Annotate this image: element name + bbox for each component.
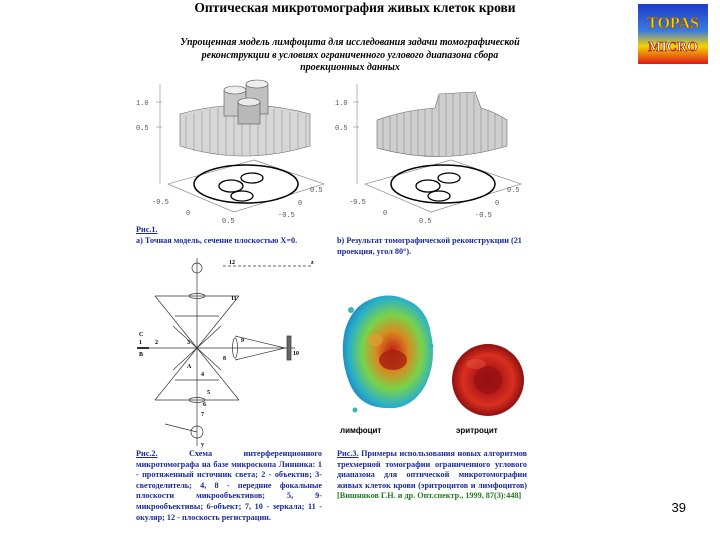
scheme-label: y — [201, 442, 204, 448]
y-tick-label: 0.5 — [310, 187, 323, 195]
topas-micro-logo-icon — [638, 4, 708, 64]
lymphocyte-image — [335, 290, 440, 418]
scheme-label: C — [139, 332, 144, 338]
logo-top-text: TOPAS — [647, 15, 699, 32]
figure2-optical-scheme — [135, 256, 325, 448]
figure1-caption-b: b) Результат томографической реконструкции (21 проекция, угол 80°). — [337, 236, 522, 256]
x-tick-label: 0 — [383, 210, 388, 218]
figure1-caption-label: Рис.1. — [136, 225, 158, 234]
scheme-label: 7 — [201, 412, 204, 418]
subtitle: Упрощенная модель лимфоцита для исследования задачи томографической реконструкции в условиях ограниченного углового диапазона сбора проекционных данных — [180, 37, 520, 73]
figure2-caption-label: Рис.2. — [136, 449, 158, 458]
figure3-caption — [337, 449, 527, 502]
scheme-label: B — [139, 352, 144, 358]
y-tick-label: -0.5 — [278, 212, 295, 220]
z-tick-label: 0.5 — [136, 125, 149, 133]
figure1-caption-a-text: a) Точная модель, сечение плоскостью X=0. — [136, 235, 298, 245]
scheme-label: 4 — [201, 372, 204, 378]
lymphocyte-label: лимфоцит — [340, 426, 382, 435]
page-number: 39 — [671, 500, 686, 515]
z-tick-label: 1.0 — [335, 100, 348, 108]
figure1-plot-a — [134, 74, 334, 224]
scheme-label: 9 — [241, 338, 244, 344]
x-tick-label: -0.5 — [349, 199, 366, 207]
x-tick-label: 0.5 — [222, 218, 235, 224]
figure3-caption-label: Рис.3. — [337, 449, 359, 458]
scheme-label: 6 — [203, 402, 206, 408]
y-tick-label: 0.5 — [507, 187, 520, 195]
logo-bottom-text: MICRO — [648, 40, 698, 55]
scheme-label: 1 — [139, 340, 142, 346]
y-tick-label: 0 — [495, 200, 500, 208]
scheme-label: 5 — [207, 390, 210, 396]
figure2-caption-text: Схема интерференционного микротомографа на базе микроскопа Линника: 1 - протяженный источник света; 2 - объектив; 3-светоделитель; 4, 8 - передние фокальные плоскости микрообъективов; 5, 9-микрообъективы; 6-объект; 7, 10 - зеркала; 11 - окуляр; 12 - плоскость регистрации. — [136, 449, 322, 522]
x-tick-label: -0.5 — [152, 199, 169, 207]
scheme-label: 11 — [231, 296, 237, 302]
y-tick-label: -0.5 — [475, 212, 492, 220]
scheme-label: 3 — [187, 340, 190, 346]
figure3-reference: [Вишняков Г.Н. и др. Опт.спектр., 1999, 87(3):448] — [337, 491, 522, 501]
figure2-caption — [136, 449, 322, 523]
scheme-label: 10 — [293, 351, 299, 357]
page-title: Оптическая микротомография живых клеток крови — [194, 0, 516, 15]
scheme-label: 12 — [229, 260, 235, 266]
y-tick-label: 0 — [298, 200, 303, 208]
x-tick-label: 0.5 — [419, 218, 432, 224]
scheme-label: z — [311, 260, 314, 266]
figure3-caption-text: Примеры использования новых алгоритмов трехмерной томографии ограниченного углового диапазона для оптической микротомографии живых клеток крови (эритроцитов и лимфоцитов) — [337, 449, 528, 490]
erythrocyte-label: эритроцит — [456, 426, 498, 435]
x-tick-label: 0 — [186, 210, 191, 218]
figure1-caption-a — [136, 225, 326, 246]
scheme-label: 8 — [223, 356, 226, 362]
scheme-label: A — [187, 364, 192, 370]
scheme-label: 2 — [155, 340, 158, 346]
figure1-plot-b — [335, 74, 535, 224]
z-tick-label: 0.5 — [335, 125, 348, 133]
erythrocyte-image — [448, 340, 528, 420]
z-tick-label: 1.0 — [136, 100, 149, 108]
